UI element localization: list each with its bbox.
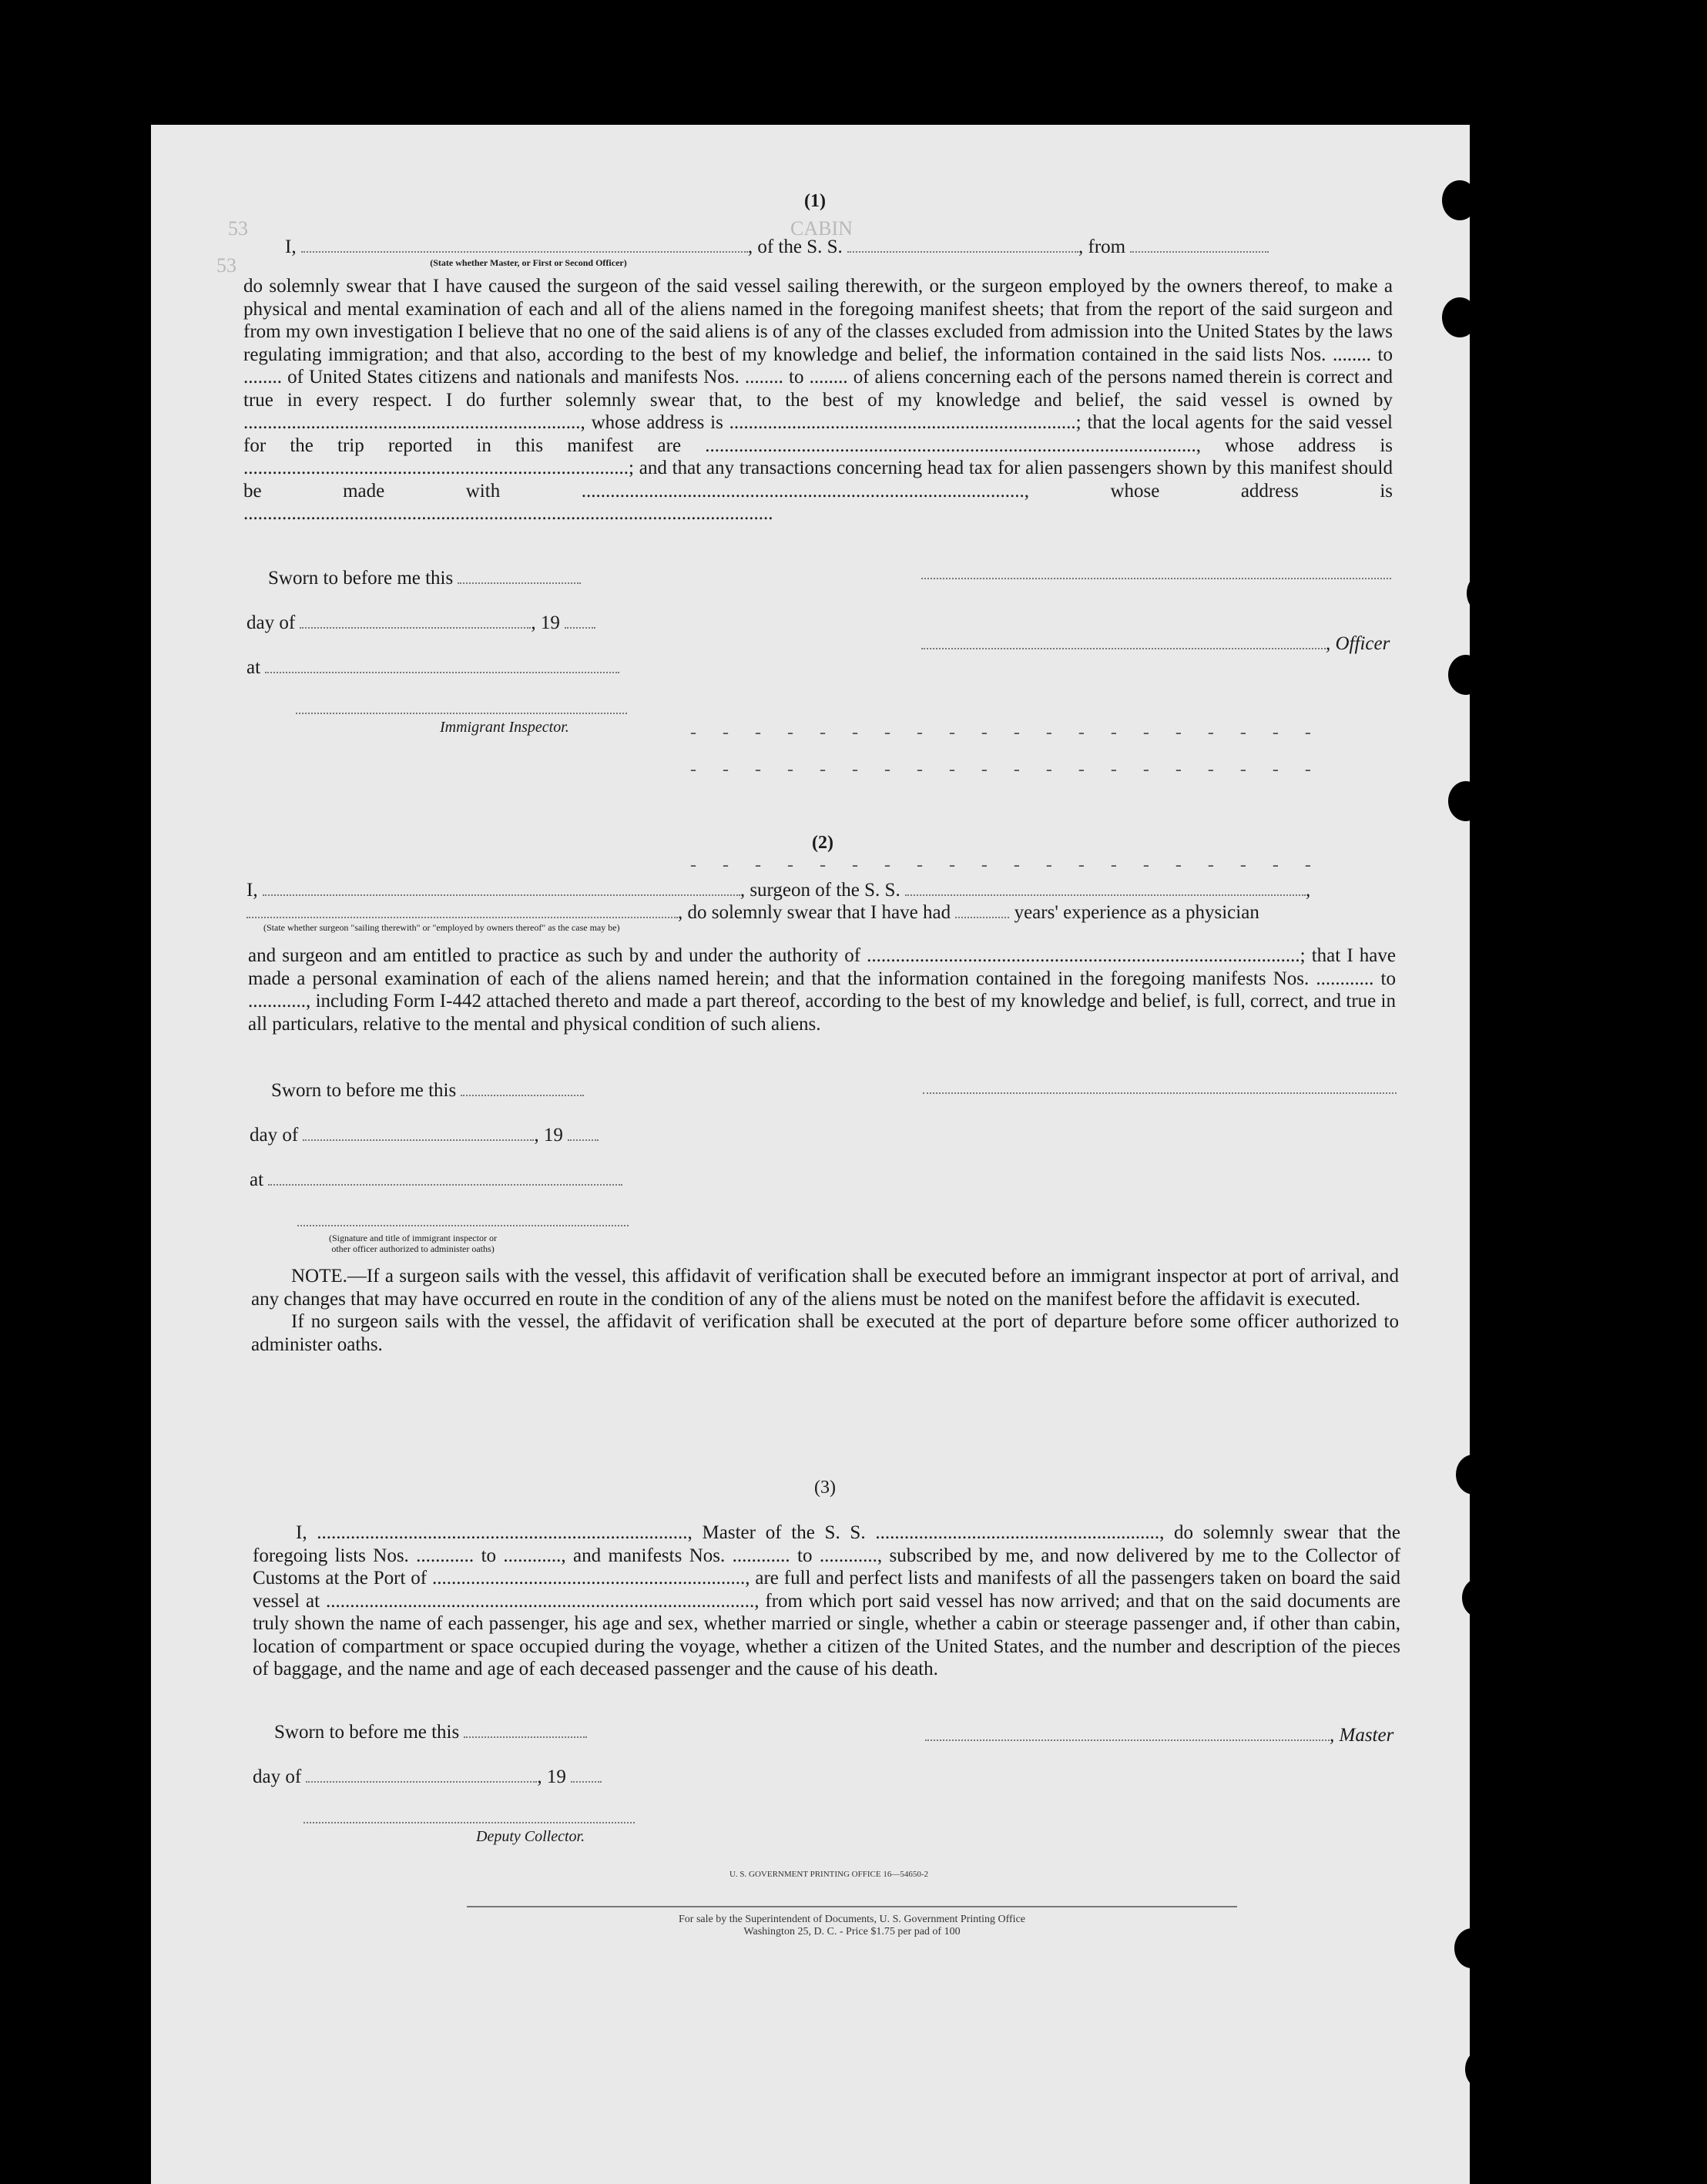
- binder-hole: [1454, 1928, 1490, 1968]
- ghost-stamp: 53: [228, 217, 248, 240]
- surgeon-note: (State whether surgeon "sailing therewith" or "employed by owners thereof" as the case may be): [263, 922, 620, 933]
- binder-hole: [1442, 297, 1477, 337]
- section-3-body: I, ............................................................................., Master of the S. S. ..........................................................., do solemnly swear that the foregoing lists Nos. ............ to ............, and manifests Nos. ............ to ............, subscribed by me, and now delivered by me to the Collector of Customs at the Port of ................................................................., are full and perfect lists and manifests of all the passengers taken on board the said vessel at ........................................................................................., from which port said vessel has now arrived; and that on the said documents are truly shown the name of each passenger, his age and sex, whether married or single, whether a cabin or steerage passenger and, if other than cabin, location of compartment or space occupied during the voyage, whether a citizen of the United States, and the number and description of the pieces of baggage, and the name and age of each deceased passenger and the cause of his death.: [253, 1522, 1400, 1679]
- binder-hole: [1448, 655, 1484, 695]
- binder-hole: [1448, 781, 1484, 821]
- signature-line-2: [297, 1225, 629, 1226]
- printing-office-line: U. S. GOVERNMENT PRINTING OFFICE 16—54650-2: [729, 1870, 928, 1879]
- inspector-signature-line: [296, 713, 627, 714]
- section-2-body: and surgeon and am entitled to practice as such by and under the authority of ..........................................................................................; that I have made a personal examination of each of the aliens named herein; and that the information contained in the foregoing manifests Nos. ............ to ............, including Form I-442 attached thereto and made a part thereof, according to the best of my knowledge and belief, is full, correct, and true in all particulars, relative to the mental and physical condition of such aliens.: [248, 945, 1396, 1035]
- day-of-3: day of , 19: [253, 1766, 602, 1788]
- dash-row: - - - - - - - - - - - - - - - - - - - -: [690, 855, 1322, 875]
- binder-hole: [1462, 1578, 1497, 1618]
- officer-note: (State whether Master, or First or Second Officer): [430, 257, 627, 268]
- ghost-cabin: CABIN: [790, 217, 853, 240]
- officer-line: , Officer: [921, 633, 1390, 655]
- deputy-collector-label: Deputy Collector.: [476, 1828, 585, 1845]
- form-page: [151, 125, 1470, 2184]
- ghost-stamp-2: 53: [216, 254, 236, 277]
- section-1-body: do solemnly swear that I have caused the surgeon of the said vessel sailing therewith, or the surgeon employed by the owners thereof, to make a physical and mental examination of each and all of the aliens named in the foregoing manifest sheets; that from the report of the said surgeon and from my own investigation I believe that no one of the said aliens is of any of the classes excluded from admission into the United States by the laws regulating immigration; and that also, according to the best of my knowledge and belief, the information contained in the said lists Nos. ........ to ........ of United States citizens and nationals and manifests Nos. ........ to ........ of aliens concerning each of the persons named therein is correct and true in every respect. I do further solemnly swear that, to the best of my knowledge and belief, the said vessel is owned by ......................................................................, whose address is ........................................................................; that the local agents for the said vessel for the trip reported in this manifest are ......................................................................................................, whose address is ................................................................................; and that any transactions concerning head tax for alien passengers shown by this manifest should be made with ............................................................................................, whose address is ..............................................................................................................: [243, 276, 1393, 524]
- section-1-header: I, , of the S. S. , from: [285, 237, 1556, 258]
- at-2: at: [250, 1169, 622, 1191]
- section-1-number: (1): [804, 191, 826, 211]
- section-2-number: (2): [812, 833, 833, 853]
- section-3-number: (3): [814, 1478, 836, 1498]
- sworn-3: Sworn to before me this: [274, 1722, 587, 1743]
- oath-line-2: [923, 1092, 1397, 1094]
- day-of-1: day of , 19: [246, 612, 595, 634]
- master-line: , Master: [925, 1725, 1393, 1746]
- binder-hole: [1442, 180, 1477, 220]
- section-2-line1: I, , surgeon of the S. S. ,: [246, 880, 1311, 901]
- dash-row: - - - - - - - - - - - - - - - - - - - -: [690, 760, 1322, 780]
- binder-hole: [1465, 2049, 1501, 2089]
- sale-info: For sale by the Superintendent of Documents, U. S. Government Printing Office Washington 25, D. C. - Price $1.75 per pad of 100: [679, 1914, 1025, 1937]
- binder-hole: [1467, 573, 1502, 613]
- binder-hole: [1474, 1652, 1510, 1693]
- day-of-2: day of , 19: [250, 1125, 599, 1146]
- section-2-line2: , do solemnly swear that I have had years' experience as a physician: [246, 902, 1417, 924]
- oath-line: [921, 578, 1391, 579]
- note-paragraph: NOTE.—If a surgeon sails with the vessel, this affidavit of verification shall be executed before an immigrant inspector at port of arrival, and any changes that may have occurred en route in the condition of any of the aliens must be noted on the manifest before the affidavit is executed. If no surgeon sails with the vessel, the affidavit of verification shall be executed at the port of departure before some officer authorized to administer oaths.: [251, 1266, 1399, 1355]
- at-1: at: [246, 657, 619, 679]
- binder-hole: [1456, 1454, 1491, 1495]
- sworn-1: Sworn to before me this: [268, 568, 581, 589]
- dash-row: - - - - - - - - - - - - - - - - - - - -: [690, 723, 1322, 743]
- footer-rule: [467, 1906, 1237, 1907]
- sworn-2: Sworn to before me this: [271, 1080, 584, 1102]
- signature-title-note: (Signature and title of immigrant inspector or other officer authorized to administer oaths): [329, 1233, 497, 1254]
- immigrant-inspector-label: Immigrant Inspector.: [440, 719, 569, 736]
- deputy-signature-line: [304, 1822, 635, 1823]
